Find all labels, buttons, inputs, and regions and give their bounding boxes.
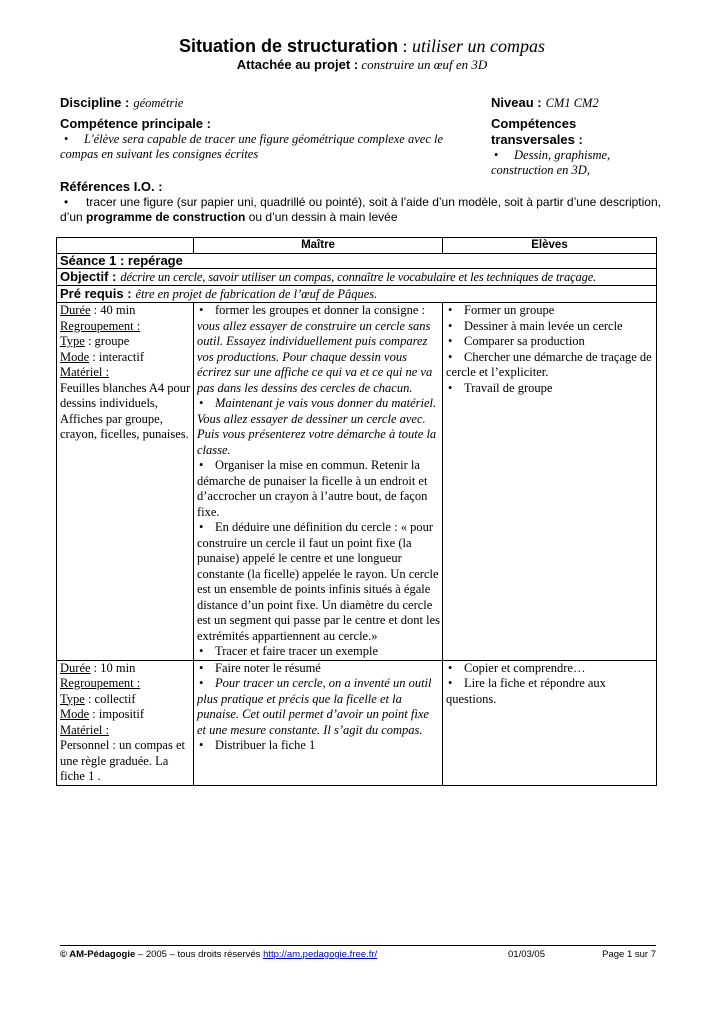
list-item [197,644,440,660]
objectif-cell [57,269,657,286]
eleves-item-text: Copier et comprendre… [464,660,586,675]
materiel-value: Personnel : un compas et une règle graduée. La fiche 1 . [60,738,185,783]
eleves-item-text: Travail de groupe [464,380,553,395]
bullet-icon: • [199,738,204,752]
duree-label: Durée [60,303,91,317]
type-label: Type [60,691,85,706]
objectif-value: décrire un cercle, savoir utiliser un compas, connaître le vocabulaire et les techniques de traçage. [120,270,597,284]
materiel-label: Matériel : [60,365,109,379]
list-item [446,381,653,397]
footer-brand: © AM-Pédagogie [60,949,136,960]
competences-transversales [491,116,671,178]
duree-label: Durée [60,660,91,675]
regroupement-label: Regroupement : [60,676,141,690]
maitre-cell [194,303,443,661]
table-row [57,660,657,785]
objectif-row [57,269,657,286]
bullet-icon: • [448,676,453,690]
competence-principale-label: Compétence principale : [60,116,211,131]
header-eleves: Elèves [443,238,657,254]
bullet-icon: • [448,349,453,364]
title-main: Situation de structuration [178,36,398,56]
materiel-label: Matériel : [60,722,109,737]
seance-title [57,254,657,269]
lesson-table [56,237,657,786]
niveau-line [491,95,599,111]
maitre-item-text: Faire noter le résumé [215,660,321,675]
eleves-item-text: Lire la fiche et répondre aux questions. [446,676,606,706]
maitre-item-italic: Maintenant je vais vous donner du matériel. Vous allez essayer de dessiner un cercle avec. Puis vous présenterez votre démarche à toute la classe. [197,396,437,457]
maitre-item-text: Distribuer la fiche 1 [215,738,316,752]
seance-label: Séance 1 : repérage [60,253,183,268]
eleves-cell [443,303,657,661]
bullet-icon: • [448,380,453,395]
references-label: Références I.O. : [60,179,163,194]
eleves-item-text: Comparer sa production [464,334,585,348]
maitre-item-text: En déduire une définition du cercle : « pour construire un cercle il faut un point fixe (la punaise) appelé le centre et une longueur constante (la ficelle) appelée le rayon. Un cercle est un ensemble de points infinis situés à égale distance d’un point fixe. Un diamètre du cercle est un segment qui passe par le centre et dont les extrémités appartiennent au cercle.» [197,520,440,643]
competences-transversales-label: Compétences transversales : [491,116,583,147]
discipline-label: Discipline : [60,95,130,110]
duree-value: : 10 min [90,660,136,675]
bullet-icon: • [64,195,69,209]
bullet-icon: • [199,520,204,534]
project-label: Attachée au projet : [236,57,359,72]
competence-principale-text [60,132,480,162]
prerequis-value: être en projet de fabrication de l’œuf de Pâques. [135,287,378,301]
objectif-label: Objectif : [60,269,117,284]
list-item [446,319,653,335]
type-label: Type [60,334,85,348]
bullet-icon: • [199,458,204,472]
competence-principale [60,116,480,162]
document-title [0,35,724,57]
mode-value: : impositif [89,707,145,721]
references-text-before: tracer une figure (sur papier uni, quadrillé ou pointé), soit à l’aide d’un modèle, soit à partir d’une description, d’un [60,195,661,224]
footer-date: 01/03/05 [508,949,545,960]
seance-row [57,254,657,269]
eleves-item-text: Chercher une démarche de traçage de cercle et l’expliciter. [446,349,652,379]
bullet-icon: • [64,132,69,146]
table-header-row [57,238,657,254]
maitre-item-text: Tracer et faire tracer un exemple [215,644,378,658]
list-item [446,334,653,350]
list-item [197,520,440,644]
list-item [197,458,440,520]
bullet-icon: • [448,660,453,675]
project-value: construire un œuf en 3D [361,57,488,72]
title-subtitle: utiliser un compas [412,36,546,56]
competence-principale-value: L'élève sera capable de tracer une figure géométrique complexe avec le compas en suivant les consignes écrites [60,132,444,161]
mode-label: Mode [60,349,90,364]
bullet-icon: • [199,644,204,658]
list-item [446,676,653,707]
references-text-after: ou d’un dessin à main levée [245,210,398,224]
list-item [197,661,440,677]
maitre-item-italic: vous allez essayer de construire un cercle sans outil. Essayez individuellement puis comparez vos productions. Pour chaque dessin vous écrirez sur une affiche ce qui va et ce qui ne va pas dans les dessins des cercles de chacun. [197,318,433,395]
niveau-label: Niveau : [491,95,542,110]
bullet-icon: • [448,303,453,317]
list-item [446,661,653,677]
list-item [197,676,440,738]
eleves-cell [443,660,657,785]
discipline-line [60,95,183,111]
list-item [446,303,653,319]
footer-copyright [60,949,377,961]
niveau-value: CM1 CM2 [545,96,599,110]
maitre-item-text: former les groupes et donner la consigne : [215,303,426,317]
header-empty-cell [57,238,194,254]
maitre-item-text: Organiser la mise en commun. Retenir la démarche de punaiser la ficelle à un endroit et d’accrocher un crayon à l’autre bout, de façon fixe. [197,458,428,519]
references-text-bold: programme de construction [86,210,246,224]
materiel-value: Feuilles blanches A4 pour dessins individuels, Affiches par groupe, crayon, ficelles, punaises. [60,380,191,441]
bullet-icon: • [494,148,499,162]
project-line [0,57,724,73]
list-item [197,303,440,396]
prerequis-cell [57,286,657,303]
organisation-cell [57,660,194,785]
bullet-icon: • [199,396,204,410]
footer-page-number: Page 1 sur 7 [602,949,656,960]
type-value: : groupe [84,334,130,348]
bullet-icon: • [199,303,204,317]
competences-transversales-text [491,148,671,178]
references-io [60,179,670,225]
title-separator: : [398,36,413,56]
competences-transversales-value: Dessin, graphisme, construction en 3D, [491,148,611,177]
footer-link[interactable]: http://am.pedagogie.free.fr/ [263,949,378,960]
bullet-icon: • [448,334,453,348]
discipline-value: géométrie [133,96,184,110]
header-maitre: Maître [194,238,443,254]
eleves-item-text: Former un groupe [464,303,555,317]
regroupement-label: Regroupement : [60,318,141,333]
maitre-item-italic: Pour tracer un cercle, on a inventé un outil plus pratique et précis que la ficelle et la punaise. Cet outil permet d’avoir un point fixe et une mesure constante. Il s’agit du compas. [197,676,432,737]
footer-rights: – 2005 – tous droits réservés [135,949,264,960]
list-item [197,396,440,458]
page-footer [60,945,656,960]
list-item [446,350,653,381]
bullet-icon: • [199,676,204,690]
references-text [60,195,670,225]
table-row [57,303,657,661]
duree-value: : 40 min [90,303,136,317]
organisation-cell [57,303,194,661]
prerequis-row [57,286,657,303]
prerequis-label: Pré requis : [60,286,132,301]
eleves-item-text: Dessiner à main levée un cercle [464,318,623,333]
bullet-icon: • [448,318,453,333]
mode-value: : interactif [89,349,145,364]
list-item [197,738,440,754]
maitre-cell [194,660,443,785]
bullet-icon: • [199,660,204,675]
type-value: : collectif [84,691,136,706]
mode-label: Mode [60,707,90,721]
